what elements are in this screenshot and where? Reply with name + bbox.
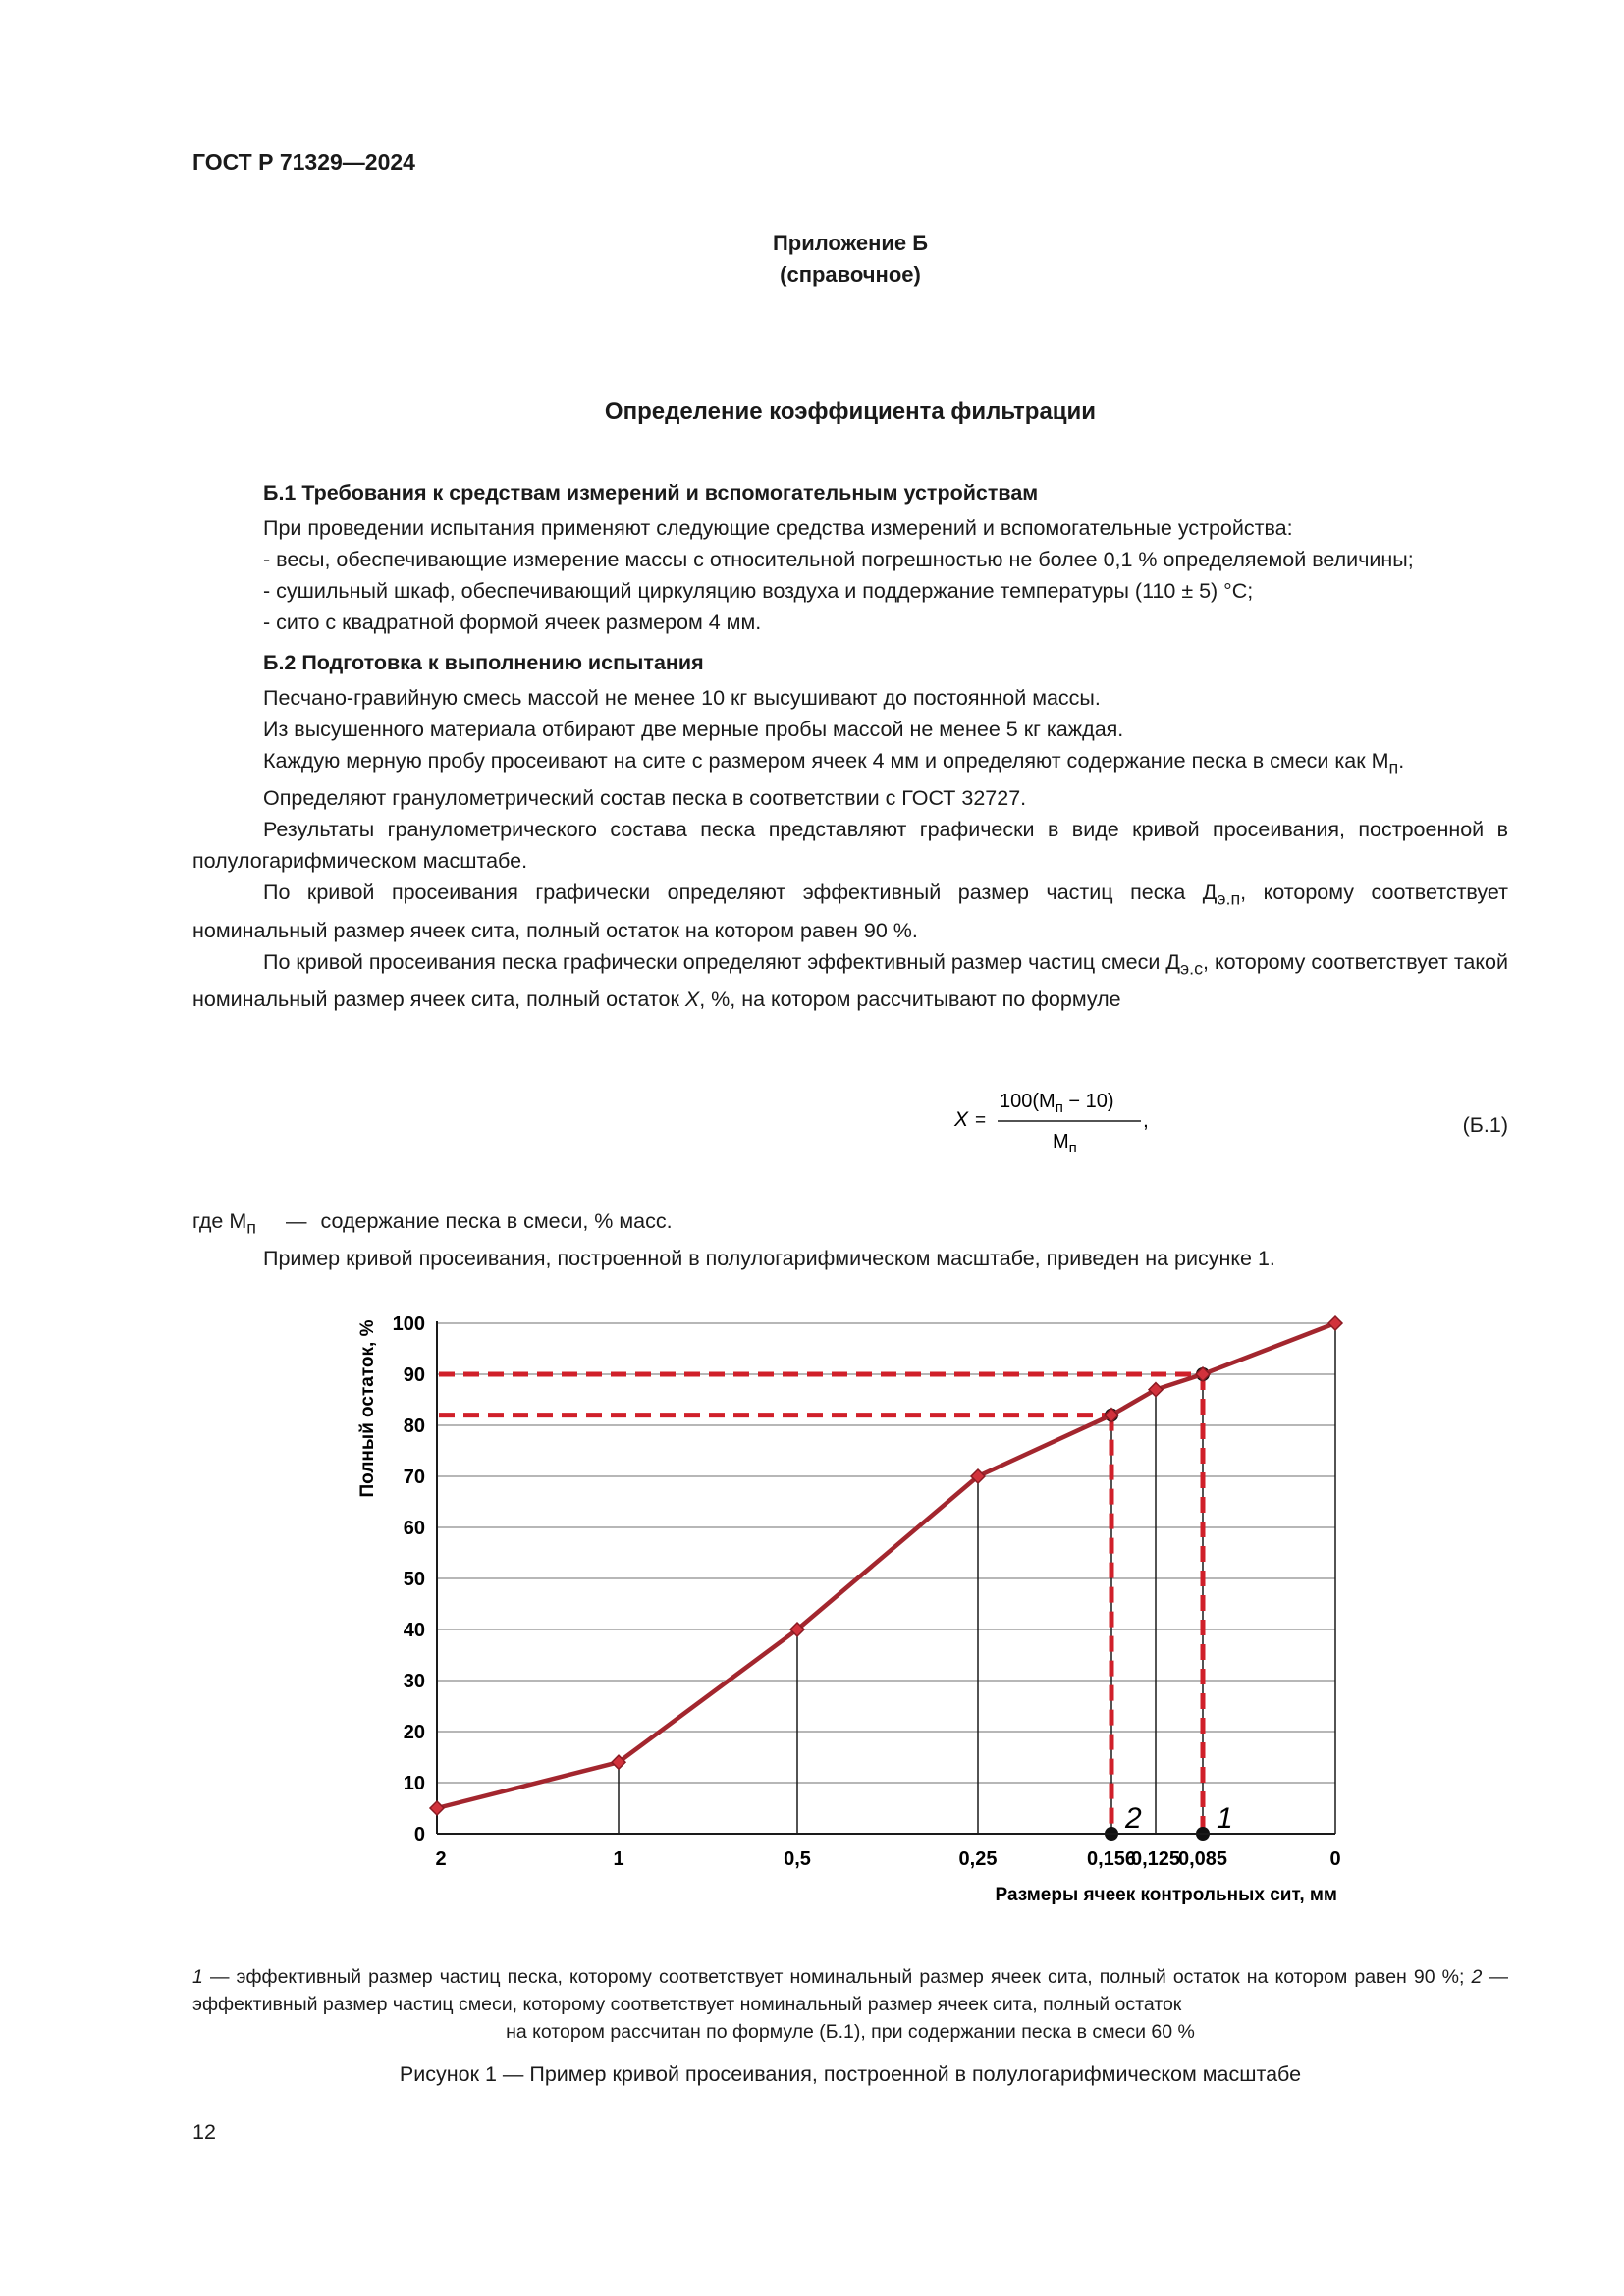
- page-number: 12: [192, 2120, 216, 2144]
- p3-sub: п: [1388, 757, 1399, 777]
- data-point-2: [430, 1801, 444, 1815]
- section-b2-paragraph-1: Песчано-гравийную смесь массой не менее 10 кг высушивают до постоянной массы.: [263, 686, 1101, 710]
- formula-num-rest: − 10): [1062, 1091, 1114, 1112]
- appendix-title: Определение коэффициента фильтрации: [604, 399, 1097, 425]
- formula-lhs: X: [954, 1108, 969, 1131]
- y-tick-50: 50: [403, 1569, 425, 1590]
- y-axis-label: Полный остаток, %: [357, 1319, 378, 1498]
- section-b1-intro: При проведении испытания применяют следующие средства измерений и вспомогательные устройства:: [263, 516, 1293, 540]
- section-b1-item-3: - сито с квадратной формой ячеек размером 4 мм.: [263, 611, 762, 634]
- y-tick-100: 100: [392, 1313, 425, 1335]
- y-tick-40: 40: [403, 1620, 425, 1641]
- sieve-curve-line: [437, 1323, 1335, 1808]
- formula-den-sub: п: [1068, 1140, 1077, 1156]
- y-tick-70: 70: [403, 1467, 425, 1488]
- section-b2-paragraph-4: Определяют гранулометрический состав песка в соответствии с ГОСТ 32727.: [263, 786, 1027, 811]
- section-b2-heading: Б.2 Подготовка к выполнению испытания: [263, 651, 704, 674]
- x-tick-1: 1: [613, 1848, 624, 1870]
- formula-number: (Б.1): [1462, 1113, 1508, 1137]
- formula-num-sub: п: [1055, 1099, 1063, 1116]
- y-tick-60: 60: [403, 1518, 425, 1539]
- where-sub: п: [246, 1217, 256, 1238]
- y-tick-0: 0: [413, 1824, 425, 1845]
- formula-num-main: 100(М: [1000, 1091, 1056, 1112]
- p3-text: Каждую мерную пробу просеивают на сите с размером ячеек 4 мм и определяют содержание песка в смеси как М: [263, 749, 1389, 773]
- p7-mid: , которому соответствует такой номинальный размер ячеек сита, полный остаток: [192, 949, 1508, 1011]
- tick-labels: [393, 1313, 1341, 1870]
- legend-line-1: [192, 1963, 1508, 2018]
- standard-number: ГОСТ Р 71329—2024: [192, 149, 415, 175]
- y-tick-20: 20: [403, 1722, 425, 1743]
- section-b2-paragraph-5: Результаты гранулометрического состава песка представляют графически в виде кривой просеивания, построенной в полулогарифмическом масштабе.: [192, 818, 1508, 874]
- p7-end: , %, на котором рассчитывают по формуле: [699, 987, 1121, 1011]
- data-point-0: [1328, 1316, 1342, 1330]
- x-tick-0,25: 0,25: [958, 1848, 998, 1870]
- x-tick-0,5: 0,5: [784, 1848, 811, 1870]
- y-tick-10: 10: [403, 1773, 425, 1794]
- example-text: Пример кривой просеивания, построенной в полулогарифмическом масштабе, приведен на рисунке 1.: [263, 1247, 1275, 1271]
- figure-legend: [192, 1963, 1508, 2046]
- where-prefix: где М: [192, 1209, 247, 1233]
- y-tick-90: 90: [403, 1364, 425, 1386]
- section-b1-heading: Б.1 Требования к средствам измерений и вспомогательным устройствам: [263, 481, 1039, 505]
- where-dash: —: [285, 1209, 307, 1233]
- guide-label-1: 1: [1217, 1802, 1233, 1835]
- x-tick-0: 0: [1329, 1848, 1341, 1870]
- legend-2-text: — эффективный размер частиц смеси, которому соответствует номинальный размер ячеек сита, полный остаток: [192, 1966, 1509, 2015]
- x-tick-2: 2: [435, 1848, 447, 1870]
- p6-end: , которому соответствует номинальный размер ячеек сита, полный остаток на котором равен 90 %.: [192, 881, 1508, 942]
- section-b2-paragraph-2: Из высушенного материала отбирают две мерные пробы массой не менее 5 кг каждая.: [263, 718, 1124, 741]
- where-text: содержание песка в смеси, % масс.: [320, 1209, 673, 1233]
- legend-1-text: — эффективный размер частиц песка, которому соответствует номинальный размер ячеек сита, полный остаток на котором равен 90 %;: [202, 1966, 1472, 1988]
- p7-sub: э.с: [1179, 957, 1204, 978]
- y-tick-80: 80: [403, 1415, 425, 1437]
- appendix-label: Приложение Б: [772, 231, 929, 255]
- formula-comma: ,: [1143, 1109, 1149, 1132]
- formula-equals: =: [975, 1110, 987, 1131]
- curve-layer: [430, 1316, 1342, 1815]
- x-axis-label: Размеры ячеек контрольных сит, мм: [995, 1885, 1337, 1905]
- appendix-type: (справочное): [780, 262, 921, 287]
- x-tick-0,085: 0,085: [1177, 1848, 1228, 1870]
- guide-lines: [439, 1367, 1233, 1841]
- legend-line-2: на котором рассчитан по формуле (Б.1), при содержании песка в смеси 60 %: [506, 2021, 1195, 2043]
- legend-1-num: 1: [192, 1966, 203, 1988]
- p7-var: X: [684, 987, 700, 1011]
- guide-label-2: 2: [1125, 1802, 1142, 1835]
- formula-den-main: М: [1053, 1131, 1069, 1152]
- p7-text: По кривой просеивания песка графически определяют эффективный размер частиц смеси Д: [263, 949, 1180, 974]
- y-tick-30: 30: [403, 1671, 425, 1692]
- section-b1-item-2: - сушильный шкаф, обеспечивающий циркуляцию воздуха и поддержание температуры (110 ± 5) °С;: [263, 579, 1254, 603]
- p6-text: По кривой просеивания графически определяют эффективный размер частиц песка Д: [263, 881, 1218, 905]
- x-tick-0,156: 0,156: [1086, 1848, 1137, 1870]
- legend-2-num: 2: [1471, 1966, 1483, 1988]
- figure-caption: Рисунок 1 — Пример кривой просеивания, построенной в полулогарифмическом масштабе: [399, 2062, 1302, 2086]
- section-b1-item-1: - весы, обеспечивающие измерение массы с относительной погрешностью не более 0,1 % определяемой величины;: [263, 548, 1414, 571]
- p3-end: .: [1398, 749, 1405, 773]
- p6-sub: э.п: [1217, 888, 1241, 909]
- x-tick-0,125: 0,125: [1130, 1848, 1181, 1870]
